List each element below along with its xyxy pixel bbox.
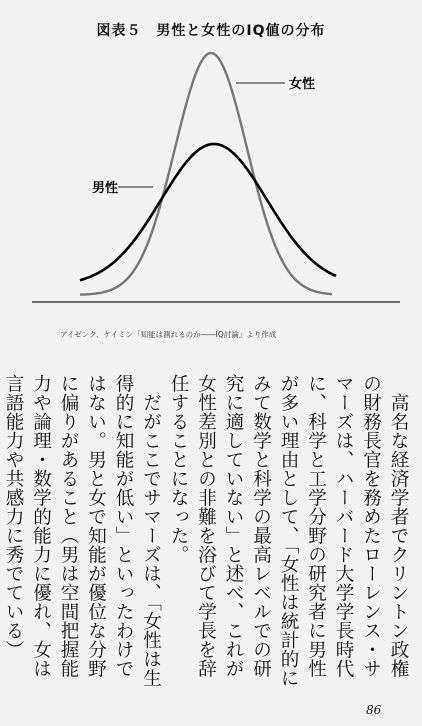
- female-series-label: 女性: [289, 77, 316, 92]
- page-number: 86: [366, 703, 382, 717]
- paragraph: だがここでサマーズは、「女性は生得的に知能が低い」といったわけではない。男と女で知能が優位な分野に偏りがあること（男は空間把握能力や論理・数学的能力に優れ、女は言語能力や共感力に秀でている）: [3, 374, 162, 688]
- paragraph: 高名な経済学者でクリントン政権の財務長官を務めたローレンス・サマーズは、ハーバード大学学長時代に、科学と工学分野の研究者に男性が多い理由として、「女性は統計的にみて数学と科学の最高レベルでの研究に適していない」と述べ、これが女性差別との非難を浴びて学長を辞任することになった。: [168, 374, 409, 688]
- male-curve: [80, 144, 336, 280]
- iq-distribution-chart: [0, 40, 422, 320]
- male-series-label: 男性: [92, 181, 119, 196]
- body-text: [3, 374, 412, 692]
- figure-title: 図表５ 男性と女性のIQ値の分布: [96, 23, 326, 39]
- figure-source: アイゼンク、ケイミン「知能は測れるのか――IQ討論」より作成: [60, 330, 277, 339]
